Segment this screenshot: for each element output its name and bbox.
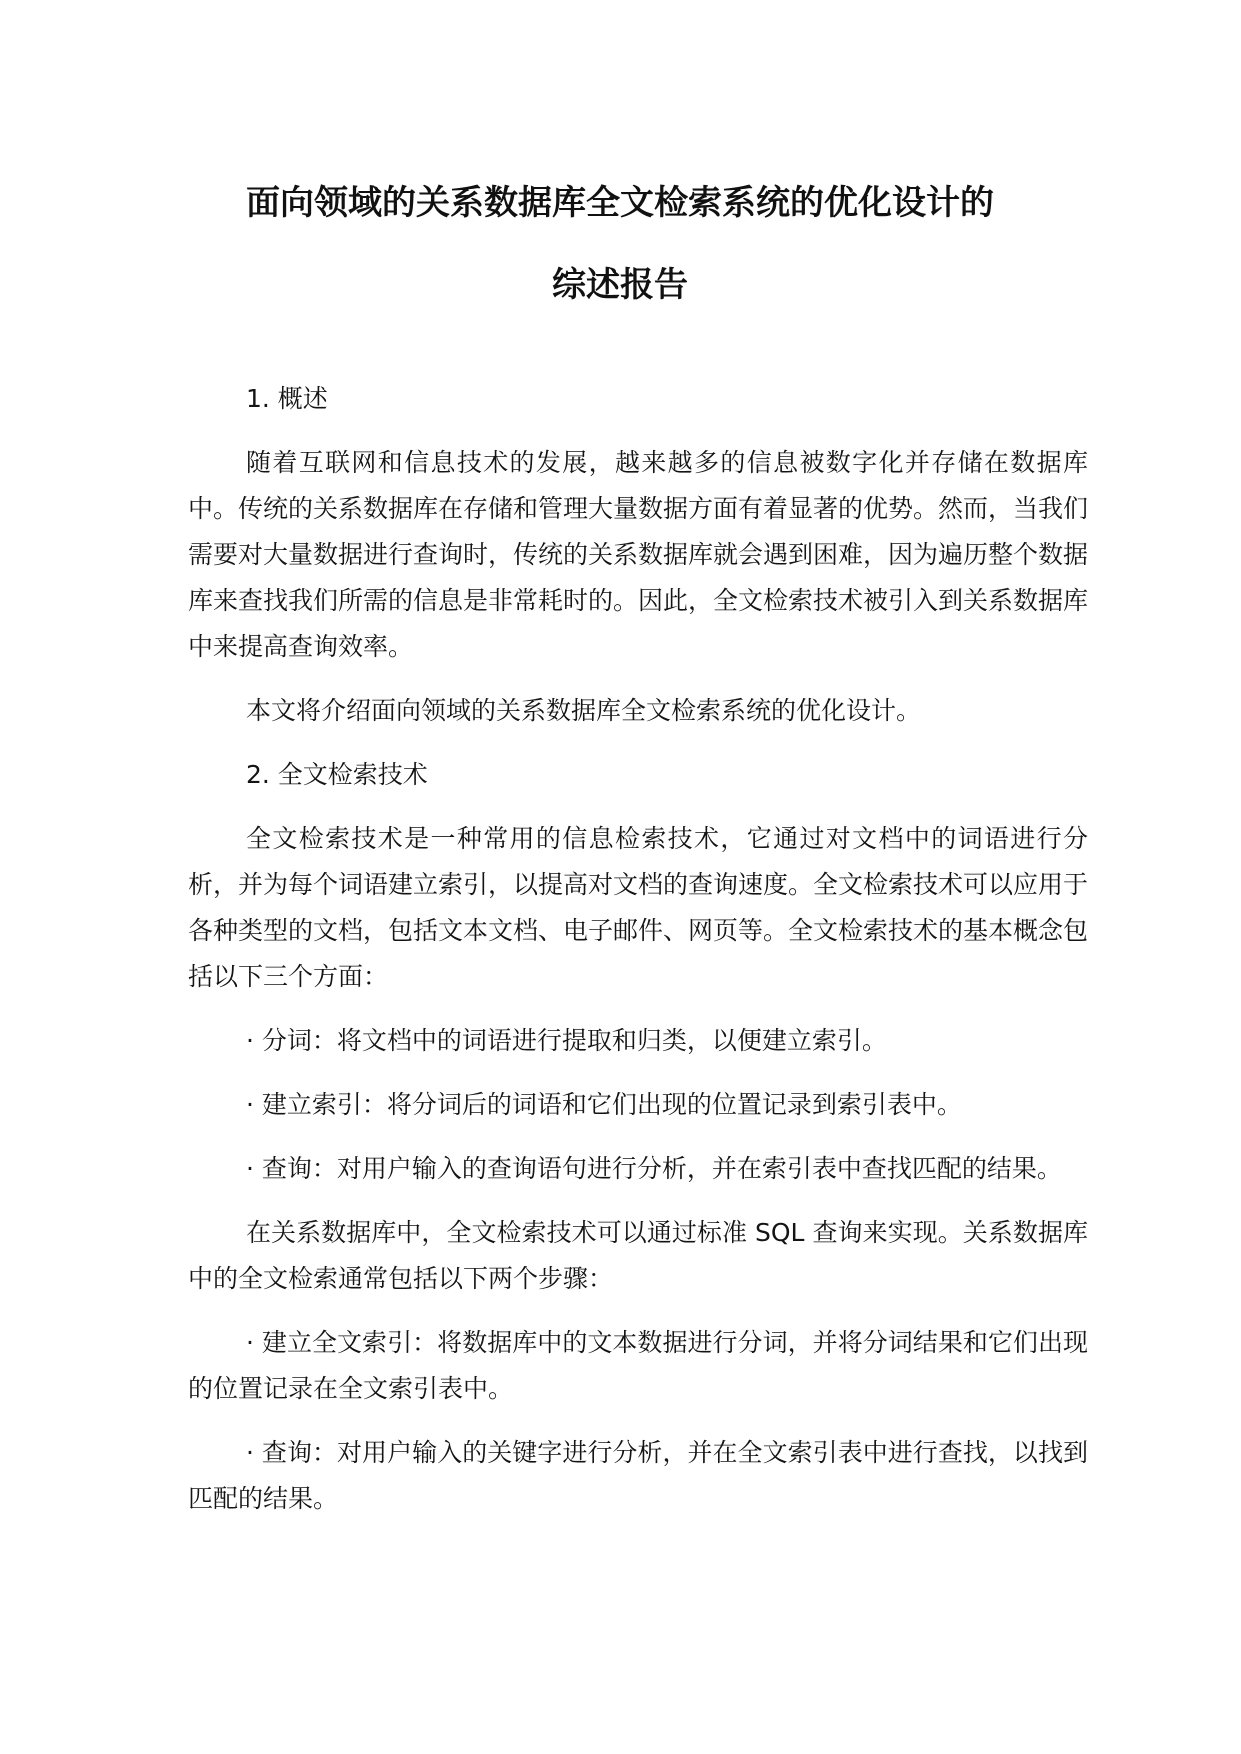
paragraph-intro: 本文将介绍面向领域的关系数据库全文检索系统的优化设计。 (246, 696, 922, 725)
document-title-line-2: 综述报告 (552, 265, 688, 305)
paragraph-overview: 随着互联网和信息技术的发展，越来越多的信息被数字化并存储在数据库中。传统的关系数据库在存储和管理大量数据方面有着显著的优势。然而，当我们需要对大量数据进行查询时，传统的关系数据库就会遇到困难，因为遍历整个数据库来查找我们所需的信息是非常耗时的。因此，全文检索技术被引入到关系数据库中来提高查询效率。 (188, 448, 1089, 661)
bullet-keyword-query: · 查询：对用户输入的关键字进行分析，并在全文索引表中进行查找，以找到匹配的结果。 (188, 1438, 1088, 1513)
paragraph-sql: 在关系数据库中，全文检索技术可以通过标准 SQL 查询来实现。关系数据库中的全文检索通常包括以下两个步骤： (188, 1218, 1088, 1293)
document-body (188, 376, 1088, 1540)
bullet-build-index: · 建立索引：将分词后的词语和它们出现的位置记录到索引表中。 (246, 1090, 962, 1119)
bullet-query: · 查询：对用户输入的查询语句进行分析，并在索引表中查找匹配的结果。 (246, 1154, 1062, 1183)
document-title-line-1: 面向领域的关系数据库全文检索系统的优化设计的 (246, 183, 994, 223)
section-heading-fulltext: 2. 全文检索技术 (246, 760, 428, 789)
section-heading-overview: 1. 概述 (246, 384, 328, 413)
paragraph-fulltext: 全文检索技术是一种常用的信息检索技术，它通过对文档中的词语进行分析，并为每个词语建立索引，以提高对文档的查询速度。全文检索技术可以应用于各种类型的文档，包括文本文档、电子邮件、网页等。全文检索技术的基本概念包括以下三个方面： (188, 824, 1089, 991)
bullet-tokenize: · 分词：将文档中的词语进行提取和归类，以便建立索引。 (246, 1026, 887, 1055)
bullet-build-fulltext-index: · 建立全文索引：将数据库中的文本数据进行分词，并将分词结果和它们出现的位置记录在全文索引表中。 (188, 1328, 1088, 1403)
